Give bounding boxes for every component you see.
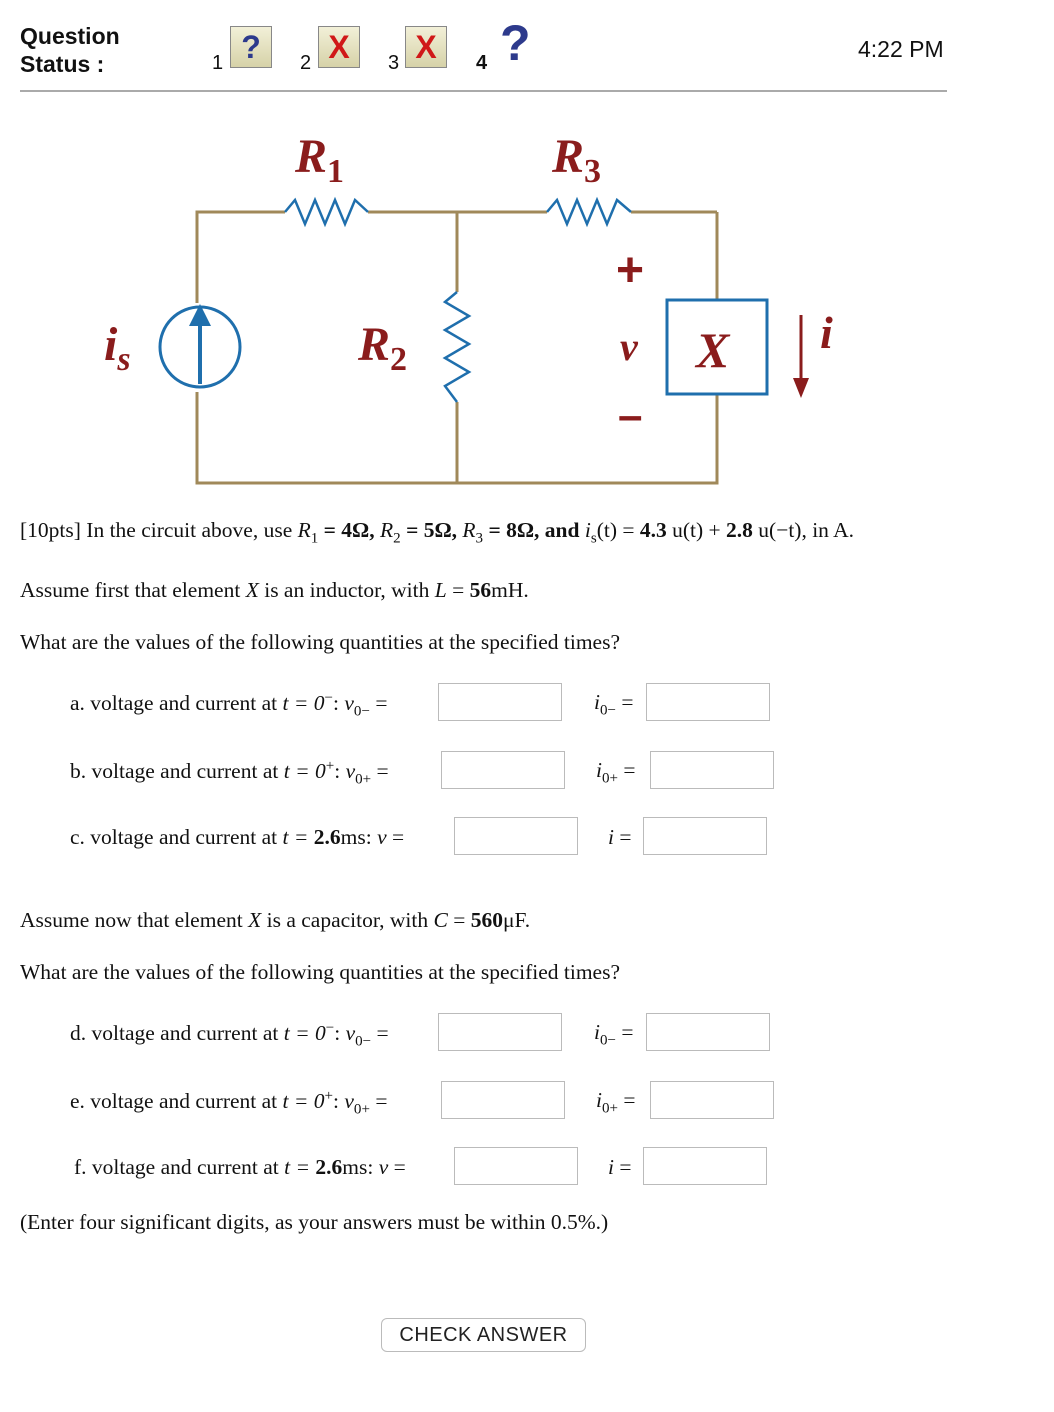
item-b-current-input[interactable] — [650, 751, 774, 789]
item-a-current-label: $i_{0-}$ = — [594, 690, 634, 719]
item-f-current-input[interactable] — [643, 1147, 767, 1185]
problem-intro: [10pts] In the circuit above, use $R_1 = 4\Omega$, $R_2 = 5\Omega$, $R_3 = 8\Omega$, and $i_s(t) = 4.3$ u(t) + 2.8 u(−t), in A. — [20, 518, 855, 547]
item-e-voltage-input[interactable] — [441, 1081, 565, 1119]
r3-label: $R_3$ — [552, 130, 602, 190]
item-e-label: e. voltage and current at t = 0+: $v_{0+}$ = — [70, 1088, 388, 1118]
check-answer-button[interactable]: CHECK ANSWER — [381, 1318, 586, 1352]
item-a-current-input[interactable] — [646, 683, 770, 721]
item-b-current-label: $i_{0+}$ = — [596, 758, 636, 787]
item-d-label: d. voltage and current at t = 0−: $v_{0-}$ = — [70, 1020, 389, 1050]
current-i-label: i — [820, 307, 833, 358]
minus-sign: – — [618, 391, 643, 440]
current-arrow-icon — [793, 378, 809, 398]
element-x-label: X — [696, 322, 730, 378]
item-d-current-label: $i_{0-}$ = — [594, 1020, 634, 1049]
question-4-current-icon[interactable]: ? — [500, 15, 531, 71]
question-prompt-1: What are the values of the following quantities at the specified times? — [20, 630, 621, 654]
item-f-voltage-input[interactable] — [454, 1147, 578, 1185]
item-d-current-input[interactable] — [646, 1013, 770, 1051]
inductor-assumption: Assume first that element X is an inductor, with L = 56mH. — [20, 578, 529, 602]
circuit-diagram — [90, 120, 850, 500]
plus-sign: + — [616, 244, 645, 297]
capacitor-assumption: Assume now that element X is a capacitor, with C = 560μF. — [20, 908, 531, 932]
item-c-current-label: i = — [608, 825, 632, 849]
item-c-label: c. voltage and current at t = 2.6ms: v = — [70, 825, 405, 849]
clock-time: 4:22 PM — [858, 36, 944, 62]
voltage-v-label: v — [620, 324, 638, 369]
source-label: $i_s$ — [104, 318, 131, 378]
item-b-voltage-input[interactable] — [441, 751, 565, 789]
r1-label: $R_1$ — [295, 130, 345, 190]
question-2-status-icon[interactable]: X — [318, 26, 360, 68]
question-prompt-2: What are the values of the following quantities at the specified times? — [20, 960, 621, 984]
item-f-label: f. voltage and current at t = 2.6ms: v = — [74, 1155, 406, 1179]
item-c-voltage-input[interactable] — [454, 817, 578, 855]
item-b-label: b. voltage and current at t = 0+: $v_{0+}$ = — [70, 758, 389, 788]
significant-digits-note: (Enter four significant digits, as your answers must be within 0.5%.) — [20, 1210, 609, 1234]
question-status-label: Question Status : — [20, 23, 120, 77]
question-1-status-icon[interactable]: ? — [230, 26, 272, 68]
item-d-voltage-input[interactable] — [438, 1013, 562, 1051]
resistor-r3 — [547, 200, 631, 224]
question-1-number: 1 — [212, 52, 224, 74]
question-3-number: 3 — [388, 52, 400, 74]
item-f-current-label: i = — [608, 1155, 632, 1179]
question-2-number: 2 — [300, 52, 312, 74]
item-a-voltage-input[interactable] — [438, 683, 562, 721]
question-4-number: 4 — [476, 52, 488, 74]
r2-label: $R_2$ — [358, 318, 408, 378]
resistor-r1 — [285, 200, 368, 224]
item-c-current-input[interactable] — [643, 817, 767, 855]
item-e-current-input[interactable] — [650, 1081, 774, 1119]
resistor-r2 — [445, 292, 469, 402]
header-divider — [20, 90, 947, 92]
question-3-status-icon[interactable]: X — [405, 26, 447, 68]
item-a-label: a. voltage and current at t = 0−: $v_{0-}$ = — [70, 690, 388, 720]
item-e-current-label: $i_{0+}$ = — [596, 1088, 636, 1117]
